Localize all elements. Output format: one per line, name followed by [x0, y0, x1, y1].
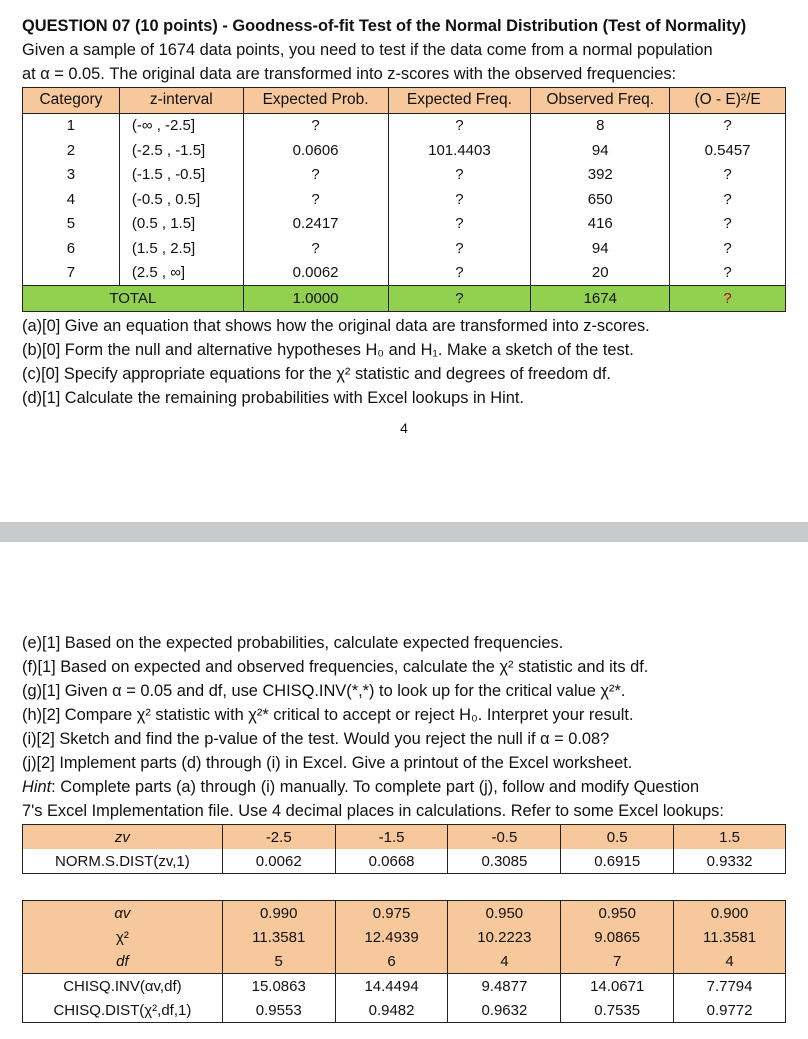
table-row [23, 138, 786, 163]
question-intro-line-2: at α = 0.05. The original data are transformed into z-scores with the observed frequencies: [22, 65, 677, 83]
cell-observed-freq: 392 [531, 163, 670, 188]
norm-dist-value: 0.0062 [222, 849, 335, 874]
df-value: 5 [222, 949, 335, 974]
header-expected-freq: Expected Freq. [388, 88, 531, 114]
part-i: (i)[2] Sketch and find the p-value of the test. Would you reject the null if α = 0.08? [22, 730, 610, 748]
part-g: (g)[1] Given α = 0.05 and df, use CHISQ.INV(*,*) to look up for the critical value χ²*. [22, 682, 626, 700]
total-chi-square: ? [670, 286, 786, 312]
cell-chi-component: ? [670, 261, 786, 286]
cell-expected-prob: ? [243, 187, 388, 212]
chisq-dist-value: 0.9482 [335, 998, 448, 1023]
cell-category: 5 [23, 212, 120, 237]
question-title: QUESTION 07 (10 points) - Goodness-of-fit Test of the Normal Distribution (Test of Normality) [22, 17, 747, 35]
part-j: (j)[2] Implement parts (d) through (i) in Excel. Give a printout of the Excel worksheet. [22, 754, 633, 772]
chisq-inv-value: 9.4877 [448, 974, 561, 999]
norm-dist-value: 0.0668 [335, 849, 448, 874]
hint-label: Hint [22, 778, 52, 796]
chisq-inv-label: CHISQ.INV(αv,df) [23, 974, 223, 999]
x2-value: 12.4939 [335, 925, 448, 949]
cell-observed-freq: 416 [531, 212, 670, 237]
cell-z-interval: (-0.5 , 0.5] [119, 187, 243, 212]
df-value: 4 [448, 949, 561, 974]
chisq-inv-value: 14.0671 [561, 974, 674, 999]
page-number: 4 [400, 420, 408, 436]
cell-expected-freq: ? [388, 212, 531, 237]
df-value: 6 [335, 949, 448, 974]
cell-expected-freq: ? [388, 113, 531, 138]
cell-expected-prob: ? [243, 236, 388, 261]
cell-expected-freq: 101.4403 [388, 138, 531, 163]
av-value: 0.990 [222, 901, 335, 926]
table-row [23, 187, 786, 212]
cell-z-interval: (-2.5 , -1.5] [119, 138, 243, 163]
part-b: (b)[0] Form the null and alternative hypotheses H₀ and H₁. Make a sketch of the test. [22, 341, 634, 359]
cell-chi-component: ? [670, 212, 786, 237]
part-c: (c)[0] Specify appropriate equations for the χ² statistic and degrees of freedom df. [22, 365, 611, 383]
total-expected-prob: 1.0000 [243, 286, 388, 312]
cell-observed-freq: 94 [531, 236, 670, 261]
cell-z-interval: (0.5 , 1.5] [119, 212, 243, 237]
x2-row [23, 925, 786, 949]
x2-value: 11.3581 [674, 925, 786, 949]
table-row [23, 113, 786, 138]
table-header-row [23, 88, 786, 114]
norm-dist-row [23, 849, 786, 874]
table-total-row [23, 286, 786, 312]
cell-category: 1 [23, 113, 120, 138]
df-value: 4 [674, 949, 786, 974]
cell-expected-prob: ? [243, 113, 388, 138]
total-label: TOTAL [23, 286, 244, 312]
zv-label: zv [23, 825, 223, 850]
cell-expected-prob: ? [243, 163, 388, 188]
total-observed-freq: 1674 [531, 286, 670, 312]
cell-chi-component: ? [670, 113, 786, 138]
hint-text-1: : Complete parts (a) through (i) manually. To complete part (j), follow and modify Question [51, 778, 700, 796]
cell-observed-freq: 650 [531, 187, 670, 212]
x2-label: χ² [23, 925, 223, 949]
chisq-inv-value: 14.4494 [335, 974, 448, 999]
zv-value: 1.5 [674, 825, 786, 850]
table-row [23, 261, 786, 286]
norm-dist-value: 0.6915 [561, 849, 674, 874]
x2-value: 11.3581 [222, 925, 335, 949]
part-e: (e)[1] Based on the expected probabilities, calculate expected frequencies. [22, 634, 564, 652]
part-a: (a)[0] Give an equation that shows how the original data are transformed into z-scores. [22, 317, 650, 335]
header-chi-component: (O - E)²/E [670, 88, 786, 114]
cell-expected-prob: 0.2417 [243, 212, 388, 237]
cell-z-interval: (1.5 , 2.5] [119, 236, 243, 261]
zv-value: -2.5 [222, 825, 335, 850]
chisq-dist-value: 0.9553 [222, 998, 335, 1023]
cell-expected-freq: ? [388, 163, 531, 188]
cell-z-interval: (-∞ , -2.5] [119, 113, 243, 138]
cell-chi-component: ? [670, 236, 786, 261]
cell-observed-freq: 20 [531, 261, 670, 286]
df-row [23, 949, 786, 974]
question-intro-line-1: Given a sample of 1674 data points, you need to test if the data come from a normal population [22, 41, 713, 59]
x2-value: 10.2223 [448, 925, 561, 949]
frequency-table [22, 87, 786, 312]
cell-category: 2 [23, 138, 120, 163]
chisq-inv-row [23, 974, 786, 999]
cell-observed-freq: 94 [531, 138, 670, 163]
norm-dist-value: 0.9332 [674, 849, 786, 874]
table-row [23, 163, 786, 188]
cell-observed-freq: 8 [531, 113, 670, 138]
cell-expected-freq: ? [388, 261, 531, 286]
norm-dist-value: 0.3085 [448, 849, 561, 874]
hint-line-1 [22, 775, 699, 799]
cell-chi-component: ? [670, 163, 786, 188]
zv-row [23, 825, 786, 850]
header-observed-freq: Observed Freq. [531, 88, 670, 114]
table-row [23, 212, 786, 237]
chisq-dist-row [23, 998, 786, 1023]
cell-expected-freq: ? [388, 187, 531, 212]
chisq-inv-value: 7.7794 [674, 974, 786, 999]
header-z-interval: z-interval [119, 88, 243, 114]
av-value: 0.950 [448, 901, 561, 926]
cell-expected-prob: 0.0606 [243, 138, 388, 163]
cell-expected-freq: ? [388, 236, 531, 261]
zv-value: -1.5 [335, 825, 448, 850]
av-value: 0.950 [561, 901, 674, 926]
zv-value: 0.5 [561, 825, 674, 850]
norm-dist-table [22, 824, 786, 874]
x2-value: 9.0865 [561, 925, 674, 949]
part-h: (h)[2] Compare χ² statistic with χ²* critical to accept or reject H₀. Interpret your result. [22, 706, 634, 724]
cell-chi-component: 0.5457 [670, 138, 786, 163]
chisq-table [22, 900, 786, 1023]
chisq-inv-value: 15.0863 [222, 974, 335, 999]
header-expected-prob: Expected Prob. [243, 88, 388, 114]
zv-value: -0.5 [448, 825, 561, 850]
chisq-dist-value: 0.9772 [674, 998, 786, 1023]
chisq-dist-label: CHISQ.DIST(χ²,df,1) [23, 998, 223, 1023]
cell-category: 7 [23, 261, 120, 286]
table-row [23, 236, 786, 261]
page-divider [0, 522, 808, 542]
df-value: 7 [561, 949, 674, 974]
cell-category: 6 [23, 236, 120, 261]
cell-expected-prob: 0.0062 [243, 261, 388, 286]
df-label: df [23, 949, 223, 974]
part-f: (f)[1] Based on expected and observed frequencies, calculate the χ² statistic and its df. [22, 658, 649, 676]
av-row [23, 901, 786, 926]
cell-category: 4 [23, 187, 120, 212]
av-value: 0.900 [674, 901, 786, 926]
header-category: Category [23, 88, 120, 114]
chisq-dist-value: 0.9632 [448, 998, 561, 1023]
total-expected-freq: ? [388, 286, 531, 312]
page-lower [0, 542, 808, 1039]
part-d: (d)[1] Calculate the remaining probabilities with Excel lookups in Hint. [22, 389, 524, 407]
cell-z-interval: (-1.5 , -0.5] [119, 163, 243, 188]
av-label: αv [23, 901, 223, 926]
hint-line-2: 7's Excel Implementation file. Use 4 decimal places in calculations. Refer to some Excel lookups: [22, 802, 724, 820]
chisq-dist-value: 0.7535 [561, 998, 674, 1023]
av-value: 0.975 [335, 901, 448, 926]
norm-dist-label: NORM.S.DIST(zv,1) [23, 849, 223, 874]
cell-z-interval: (2.5 , ∞] [119, 261, 243, 286]
cell-category: 3 [23, 163, 120, 188]
cell-chi-component: ? [670, 187, 786, 212]
